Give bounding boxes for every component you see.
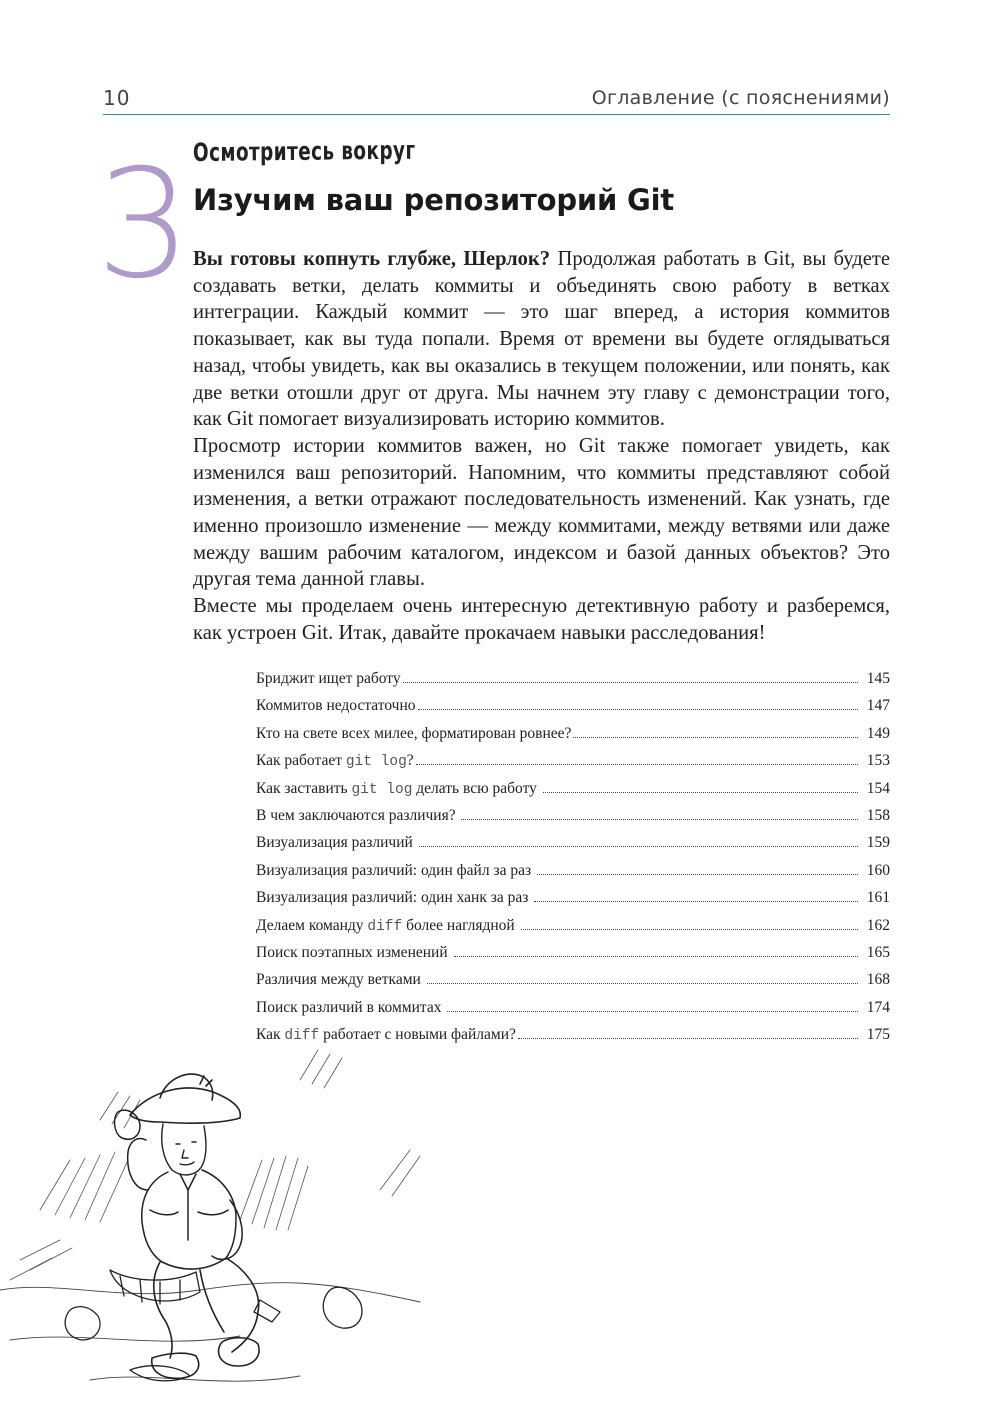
intro-paragraph-3: Вместе мы проделаем очень интересную детективную работу и разберемся, как устроен Git. Итак, давайте прокачаем навыки расследования! xyxy=(193,595,890,644)
toc-entry-title: Различия между ветками xyxy=(256,971,425,989)
toc-entry-title: Кто на свете всех милее, форматирован ровнее? xyxy=(256,724,572,742)
toc-entry[interactable] xyxy=(256,670,890,697)
toc-page-number: 154 xyxy=(866,779,890,797)
intro-paragraph-1 xyxy=(193,246,890,433)
toc-page-number: 158 xyxy=(866,806,890,824)
toc-page-number: 159 xyxy=(866,834,890,852)
toc-entry-title: Как заставить git log делать всю работу xyxy=(256,779,541,798)
intro-lead: Вы готовы копнуть глубже, Шерлок? xyxy=(193,248,551,270)
toc-entry-title: В чем заключаются различия? xyxy=(256,806,460,824)
toc-entry[interactable] xyxy=(256,889,890,916)
toc-entry-title: Визуализация различий xyxy=(256,834,417,852)
toc-entry-title: Поиск различий в коммитах xyxy=(256,998,446,1016)
toc-page-number: 161 xyxy=(866,889,890,907)
toc-leader xyxy=(573,736,858,738)
toc-entry[interactable] xyxy=(256,752,890,779)
toc-leader xyxy=(518,1037,858,1039)
toc-leader xyxy=(534,900,858,902)
head xyxy=(162,1124,206,1175)
toc-page-number: 168 xyxy=(866,971,890,989)
toc-entry-title: Визуализация различий: один ханк за раз xyxy=(256,889,533,907)
toc-leader xyxy=(418,708,858,710)
toc-leader xyxy=(419,845,858,847)
toc-page-number: 149 xyxy=(866,724,890,742)
chapter-intro xyxy=(193,246,890,647)
intro-paragraph-2: Просмотр истории коммитов важен, но Git также помогает увидеть, как изменился ваш репозиторий. Напомним, что коммиты представляют собой изменения, а ветки отражают последовательность изменений. Как узнать, где именно произошло изменение — между коммитами, между ветвями или даже между вашим рабочим каталогом, индексом и базой данных объектов? Это другая тема данной главы. xyxy=(193,434,890,591)
intro-paragraph-1-text: Продолжая работать в Git, вы будете создавать ветки, делать коммиты и объединять свою работу в ветках интеграции. Каждый коммит — это шаг вперед, а история коммитов показывает, как вы туда попали. Время от времени вы будете оглядываться назад, чтобы увидеть, как вы оказались в текущем положении, или понять, как две ветки отошли друг от друга. Мы начнем эту главу с демонстрации того, как Git помогает визуализировать историю коммитов. xyxy=(193,248,890,431)
toc-entry-title: Делаем команду diff более наглядной xyxy=(256,916,519,935)
toc-entry[interactable] xyxy=(256,697,890,724)
toc-leader xyxy=(461,818,858,820)
toc-entry-title: Как diff работает с новыми файлами? xyxy=(256,1026,516,1045)
page-header xyxy=(103,82,890,115)
toc-entry[interactable] xyxy=(256,780,890,807)
background-hatching xyxy=(10,1050,420,1280)
toc-page-number: 153 xyxy=(866,752,890,770)
toc-leader xyxy=(537,873,858,875)
chapter-title: Изучим ваш репозиторий Git xyxy=(193,183,675,217)
toc-entry-title: Как работает git log? xyxy=(256,752,414,771)
toc-entry[interactable] xyxy=(256,971,890,998)
toc-entry[interactable] xyxy=(256,807,890,834)
toc-page-number: 162 xyxy=(866,916,890,934)
toc-leader xyxy=(427,982,858,984)
toc-leader xyxy=(521,928,858,930)
toc-entry-title: Поиск поэтапных изменений xyxy=(256,943,452,961)
toc-entry-title: Коммитов недостаточно xyxy=(256,697,416,715)
hat xyxy=(130,1074,240,1123)
toc-entry[interactable] xyxy=(256,862,890,889)
toc-entry[interactable] xyxy=(256,834,890,861)
toc-page-number: 145 xyxy=(866,670,890,687)
toc-leader xyxy=(403,681,858,683)
toc-leader xyxy=(454,955,859,957)
toc-leader xyxy=(416,763,858,765)
toc-entry[interactable] xyxy=(256,944,890,971)
toc-page-number: 175 xyxy=(866,1026,890,1044)
chapter-number: 3 xyxy=(96,138,192,312)
toc-entry[interactable] xyxy=(256,725,890,752)
legs xyxy=(152,1258,259,1378)
running-head: Оглавление (с пояснениями) xyxy=(591,87,890,109)
page-number: 10 xyxy=(103,86,131,110)
table-of-contents xyxy=(256,670,890,1053)
toc-entry-title: Бриджит ищет работу xyxy=(256,670,401,687)
pottery-shards xyxy=(65,1287,362,1381)
toc-page-number: 160 xyxy=(866,861,890,879)
toc-entry-title: Визуализация различий: один файл за раз xyxy=(256,861,535,879)
chapter-kicker: Осмотритесь вокруг xyxy=(192,135,416,167)
toc-entry[interactable] xyxy=(256,999,890,1026)
toc-page-number: 147 xyxy=(866,697,890,715)
toc-page-number: 165 xyxy=(866,943,890,961)
detective-explorer-illustration xyxy=(0,1040,480,1410)
toc-page-number: 174 xyxy=(866,998,890,1016)
torso xyxy=(142,1170,236,1262)
toc-entry[interactable] xyxy=(256,917,890,944)
toc-leader xyxy=(543,791,858,793)
toc-leader xyxy=(447,1010,858,1012)
